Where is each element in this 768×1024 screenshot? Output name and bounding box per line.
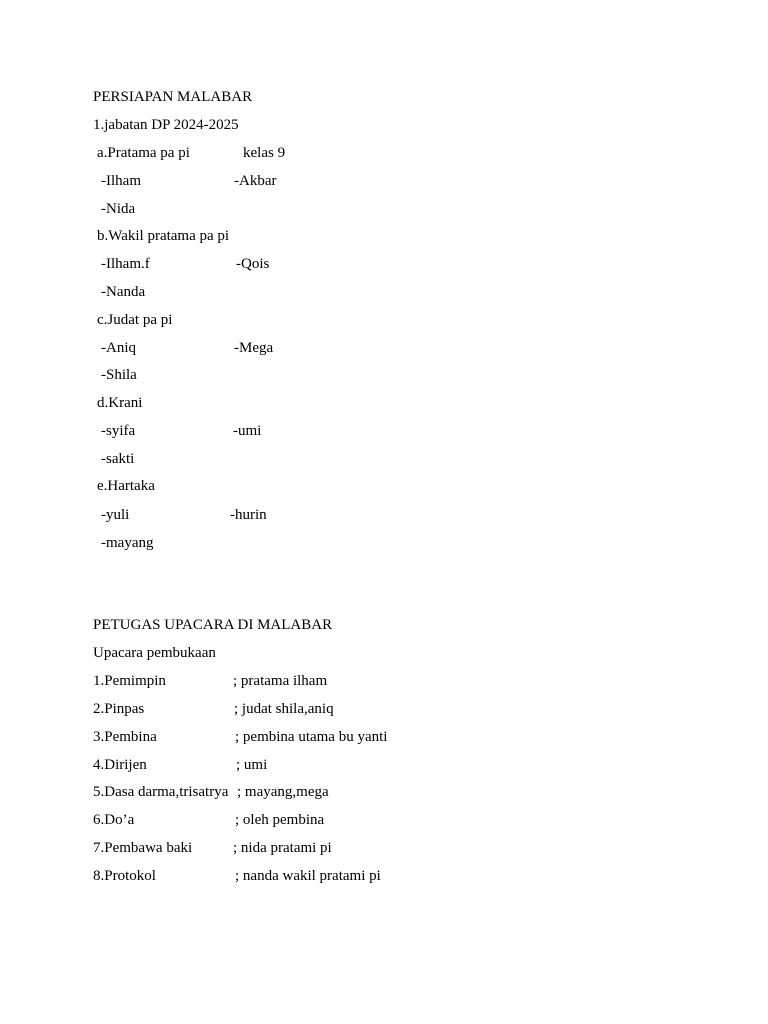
item-d-name-2: -umi [233,423,262,439]
item-e-name-3: -mayang [101,535,154,551]
duty-person-4: ; umi [236,757,268,773]
duty-person-3: ; pembina utama bu yanti [235,729,388,745]
item-a-label: a.Pratama pa pi [97,145,190,161]
item-c-name-2: -Mega [234,340,274,356]
item-b-name-2: -Qois [236,256,270,272]
item-b-name-3: -Nanda [101,284,146,300]
item-c-name-1: -Aniq [101,340,136,356]
duty-role-1: 1.Pemimpin [93,673,166,689]
item-a-note: kelas 9 [243,145,286,161]
duty-person-8: ; nanda wakil pratami pi [235,868,381,884]
duty-person-2: ; judat shila,aniq [234,701,334,717]
section2-title: PETUGAS UPACARA DI MALABAR [93,617,333,633]
item-e-name-1: -yuli [101,507,130,523]
item-b-label: b.Wakil pratama pa pi [97,228,230,244]
duty-role-5: 5.Dasa darma,trisatrya [93,784,229,800]
section2-subtitle: Upacara pembukaan [93,645,216,661]
duty-role-4: 4.Dirijen [93,757,147,773]
section-subtitle: 1.jabatan DP 2024-2025 [93,117,239,133]
item-b-name-1: -Ilham.f [101,256,150,272]
duty-person-6: ; oleh pembina [235,812,325,828]
duty-person-1: ; pratama ilham [233,673,328,689]
item-d-label: d.Krani [97,395,143,411]
item-a-name-3: -Nida [101,201,136,217]
item-d-name-3: -sakti [101,451,135,467]
duty-person-5: ; mayang,mega [237,784,329,800]
item-e-name-2: -hurin [230,507,267,523]
duty-role-7: 7.Pembawa baki [93,840,193,856]
item-c-label: c.Judat pa pi [97,312,173,328]
duty-person-7: ; nida pratami pi [233,840,332,856]
item-e-label: e.Hartaka [97,478,155,494]
duty-role-8: 8.Protokol [93,868,156,884]
item-d-name-1: -syifa [101,423,136,439]
duty-role-2: 2.Pinpas [93,701,145,717]
item-c-name-3: -Shila [101,367,137,383]
item-a-name-1: -Ilham [101,173,141,189]
item-a-name-2: -Akbar [234,173,277,189]
duty-role-3: 3.Pembina [93,729,157,745]
section-title: PERSIAPAN MALABAR [93,89,253,105]
duty-role-6: 6.Do’a [93,812,135,828]
